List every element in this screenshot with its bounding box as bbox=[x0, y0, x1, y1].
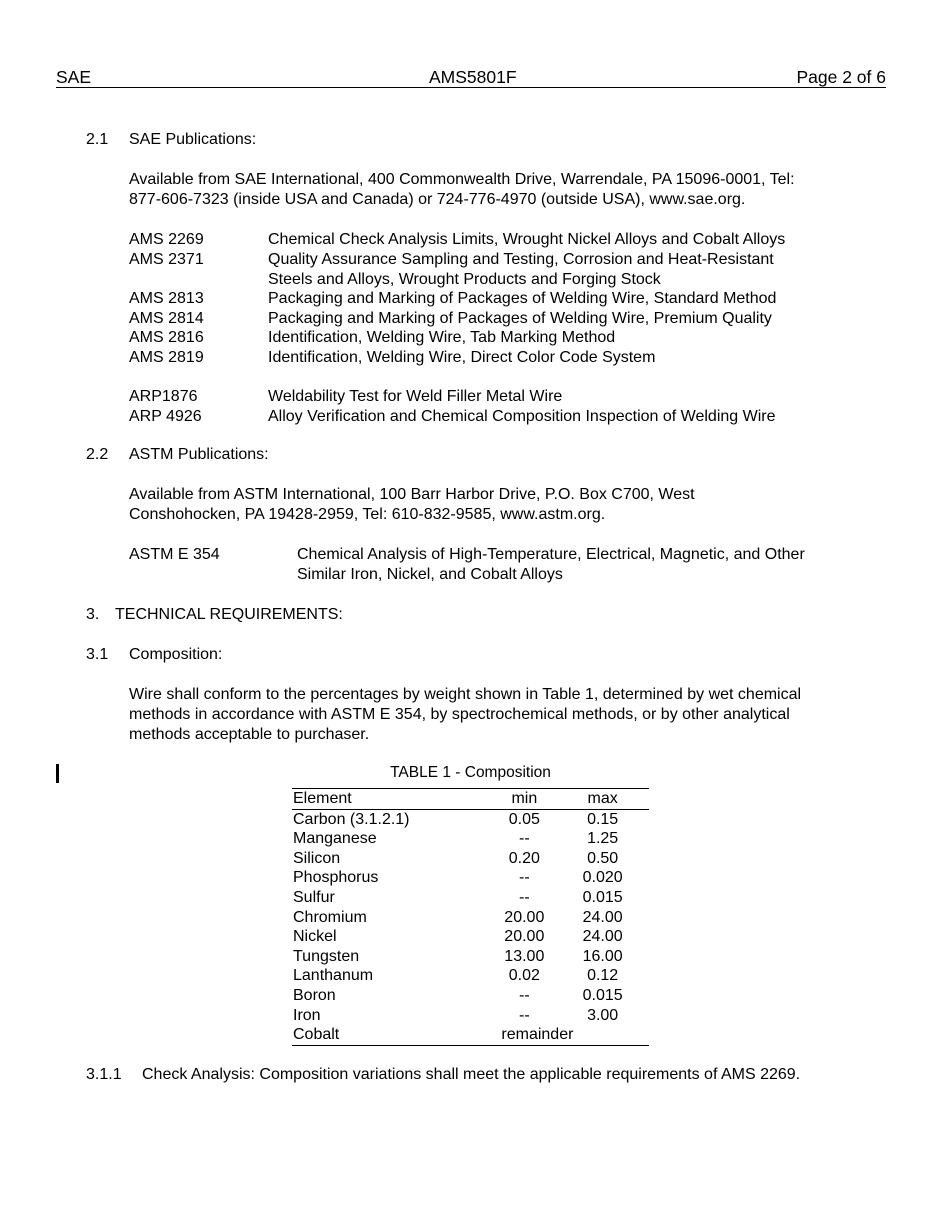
min-cell: -- bbox=[519, 869, 530, 887]
sae-ref-code: AMS 2371 bbox=[129, 250, 204, 268]
table-row bbox=[292, 908, 649, 928]
section-2-2-number: 2.2 bbox=[86, 446, 109, 463]
table-body bbox=[292, 809, 649, 1045]
astm-ref-title-line2: Similar Iron, Nickel, and Cobalt Alloys bbox=[297, 566, 563, 583]
section-3-1-1-text: Check Analysis: Composition variations shall meet the applicable requirements of AMS 2269. bbox=[142, 1066, 801, 1083]
arp-ref-title: Alloy Verification and Chemical Composition Inspection of Welding Wire bbox=[268, 408, 776, 425]
section-3-number: 3. bbox=[86, 606, 100, 623]
max-cell: 0.020 bbox=[582, 869, 623, 887]
min-cell: 13.00 bbox=[504, 947, 545, 965]
composition-para-line3: methods acceptable to purchaser. bbox=[129, 726, 370, 743]
element-cell: Cobalt bbox=[293, 1026, 340, 1044]
table-row bbox=[292, 1025, 649, 1045]
sae-ref-title-line: Packaging and Marking of Packages of Welding Wire, Standard Method bbox=[268, 290, 777, 308]
composition-para-line2: methods in accordance with ASTM E 354, by spectrochemical methods, or by other analytical bbox=[129, 706, 790, 723]
element-cell: Nickel bbox=[293, 928, 337, 946]
col-header-min: min bbox=[511, 790, 538, 807]
max-cell: 16.00 bbox=[582, 947, 623, 965]
composition-para-line1: Wire shall conform to the percentages by weight shown in Table 1, determined by wet chemical bbox=[129, 686, 802, 703]
element-cell: Boron bbox=[293, 986, 336, 1004]
table-row bbox=[292, 1006, 649, 1026]
col-header-max: max bbox=[587, 790, 618, 807]
section-3-1-number: 3.1 bbox=[86, 646, 109, 663]
section-2-2-heading: ASTM Publications: bbox=[129, 446, 269, 463]
max-cell: 24.00 bbox=[582, 908, 623, 926]
header-right: Page 2 of 6 bbox=[796, 67, 886, 87]
table-1-caption: TABLE 1 - Composition bbox=[390, 764, 551, 781]
section-3-1-1-number: 3.1.1 bbox=[86, 1066, 122, 1083]
element-cell: Iron bbox=[293, 1006, 321, 1024]
max-cell: 0.50 bbox=[587, 849, 619, 867]
element-cell: Silicon bbox=[293, 849, 341, 867]
element-cell: Tungsten bbox=[293, 947, 360, 965]
sae-ref-code: AMS 2819 bbox=[129, 349, 204, 366]
sae-availability-line2: 877-606-7323 (inside USA and Canada) or 724-776-4970 (outside USA), www.sae.org. bbox=[129, 191, 746, 208]
sae-ref-code: AMS 2816 bbox=[129, 329, 204, 347]
table-header-row bbox=[292, 789, 649, 810]
sae-ref-title-line: Chemical Check Analysis Limits, Wrought Nickel Alloys and Cobalt Alloys bbox=[268, 231, 786, 248]
header-center: AMS5801F bbox=[429, 67, 517, 87]
element-cell: Lanthanum bbox=[293, 967, 374, 985]
table-row bbox=[292, 966, 649, 986]
min-cell: 20.00 bbox=[504, 928, 545, 946]
col-header-element: Element bbox=[293, 790, 352, 807]
table-row bbox=[292, 888, 649, 908]
element-cell: Carbon (3.1.2.1) bbox=[293, 810, 410, 828]
astm-availability-line2: Conshohocken, PA 19428-2959, Tel: 610-832-9585, www.astm.org. bbox=[129, 506, 606, 523]
min-cell: 0.20 bbox=[508, 849, 540, 867]
sae-ref-code: AMS 2813 bbox=[129, 290, 204, 308]
max-cell: 1.25 bbox=[587, 830, 619, 848]
sae-ref-code: AMS 2814 bbox=[129, 309, 204, 327]
sae-ref-title-line: Packaging and Marking of Packages of Welding Wire, Premium Quality bbox=[268, 309, 772, 327]
min-cell: -- bbox=[519, 888, 530, 906]
remainder-cell: remainder bbox=[501, 1026, 574, 1044]
section-3-heading: TECHNICAL REQUIREMENTS: bbox=[115, 606, 343, 623]
astm-ref-title-line1: Chemical Analysis of High-Temperature, Electrical, Magnetic, and Other bbox=[297, 546, 805, 563]
max-cell: 0.015 bbox=[582, 986, 623, 1004]
table-row bbox=[292, 829, 649, 849]
section-3-1-heading: Composition: bbox=[129, 646, 223, 663]
table-row bbox=[292, 947, 649, 967]
max-cell: 0.015 bbox=[582, 888, 623, 906]
sae-ref-title-line: Steels and Alloys, Wrought Products and Forging Stock bbox=[268, 270, 661, 288]
header-left: SAE bbox=[56, 67, 92, 87]
sae-ref-title-line: Quality Assurance Sampling and Testing, Corrosion and Heat-Resistant bbox=[268, 250, 774, 268]
sae-availability-line1: Available from SAE International, 400 Commonwealth Drive, Warrendale, PA 15096-0001, Tel: bbox=[129, 171, 795, 188]
max-cell: 24.00 bbox=[582, 928, 623, 946]
table-row bbox=[292, 868, 649, 888]
max-cell: 3.00 bbox=[587, 1006, 619, 1024]
element-cell: Phosphorus bbox=[293, 869, 379, 887]
astm-ref-code: ASTM E 354 bbox=[129, 546, 220, 563]
element-cell: Sulfur bbox=[293, 888, 335, 906]
composition-table bbox=[292, 788, 649, 1046]
min-cell: -- bbox=[519, 1006, 530, 1024]
min-cell: 0.02 bbox=[508, 967, 540, 985]
element-cell: Chromium bbox=[293, 908, 367, 926]
arp-ref-code: ARP 4926 bbox=[129, 408, 202, 425]
section-2-1-number: 2.1 bbox=[86, 131, 109, 148]
table-row bbox=[292, 986, 649, 1006]
astm-availability-line1: Available from ASTM International, 100 Barr Harbor Drive, P.O. Box C700, West bbox=[129, 486, 695, 503]
sae-ref-title-line: Identification, Welding Wire, Direct Color Code System bbox=[268, 349, 656, 366]
table-row bbox=[292, 927, 649, 947]
max-cell: 0.12 bbox=[587, 967, 619, 985]
max-cell: 0.15 bbox=[587, 810, 619, 828]
min-cell: 0.05 bbox=[508, 810, 540, 828]
arp-ref-code: ARP1876 bbox=[129, 388, 198, 405]
table-row bbox=[292, 849, 649, 869]
min-cell: 20.00 bbox=[504, 908, 545, 926]
min-cell: -- bbox=[519, 830, 530, 848]
arp-ref-title: Weldability Test for Weld Filler Metal Wire bbox=[268, 388, 563, 405]
revision-change-bar bbox=[56, 764, 59, 783]
sae-ref-code: AMS 2269 bbox=[129, 231, 204, 248]
section-2-1-heading: SAE Publications: bbox=[129, 131, 257, 148]
min-cell: -- bbox=[519, 986, 530, 1004]
table-row bbox=[292, 809, 649, 829]
sae-ref-title-line: Identification, Welding Wire, Tab Marking Method bbox=[268, 329, 616, 347]
element-cell: Manganese bbox=[293, 830, 377, 848]
header-rule bbox=[56, 87, 886, 88]
